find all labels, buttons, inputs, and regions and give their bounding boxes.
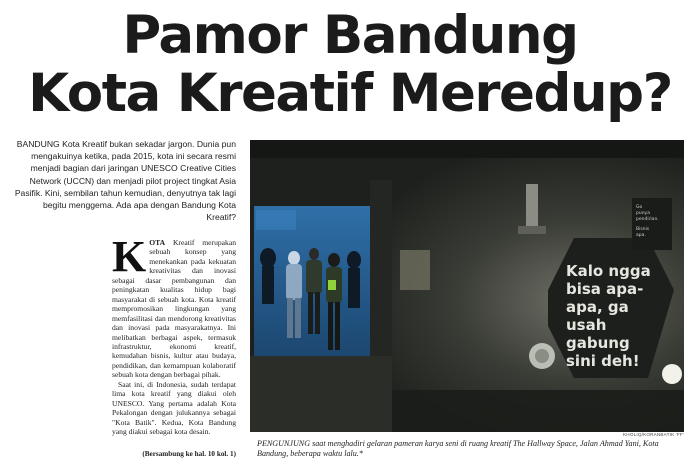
photo-caption: PENGUNJUNG saat menghadiri gelaran pameran karya seni di ruang kreatif The Hallway Space, Jalan Ahmad Yani, Kota Bandung, beberapa waktu lalu.* [257,439,659,458]
drop-cap: K [112,232,147,281]
svg-text:gabung: gabung [566,334,630,352]
lede-paragraph [14,138,236,223]
svg-text:usah: usah [566,316,607,334]
photo-credit: KHOLIQ/KORANBATIK 'FF' [623,432,684,437]
photo-lower-wall [392,390,684,432]
photo-wall-poster [400,250,430,290]
svg-text:sini deh!: sini deh! [566,352,640,370]
photo-wall-light-right [662,364,682,384]
photo-floor [250,356,392,432]
lede-text: BANDUNG Kota Kreatif bukan sekadar jargon. Dunia pun mengakuinya ketika, pada 2015, kota ini secara resmi menjadi bagian dari jaringan UNESCO Creative Cities Network (UCCN) dan menjadi pilot project tingkat Asia Pasifik. Kini, sembilan tahun kemudian, denyutnya tak lagi begitu menggema. Ada apa dengan Bandung Kota Kreatif? [14,139,236,223]
photo-ceiling [250,140,684,158]
svg-text:bisa apa-: bisa apa- [566,280,644,298]
headline-line-1: Pamor Bandung [122,5,578,66]
svg-text:Bisnis: Bisnis [636,227,650,232]
photo-light-fixture [526,184,538,228]
photo-light-base [518,226,546,234]
headline-line-2: Kota Kreatif Meredup? [28,63,672,124]
photo-wall-light-left-core [535,349,549,363]
continued-note: (Bersambung ke hal. 10 kol. 1) [142,450,236,458]
article-photo [250,140,684,432]
photo-illustration [250,140,684,432]
paragraph-1-text: Kreatif merupakan sebuah konsep yang menekankan pada kekuatan kreativitas dan inovasi sebagai dasar pembangunan dan peningkatan kualitas hidup bagi masyarakat di sebuah kota. Kota kreatif mempromosikan lingkungan yang memfasilitasi dan mendorong kreativitas dan inovasi pada masyarakatnya. Ini melibatkan berbagai aspek, termasuk infrastruktur, ekonomi kreatif, kemudahan bisnis, kultur atau budaya, pendidikan, dan kemampuan kolaboratif sebuah kota dengan berbagai pihak. [112,238,236,380]
svg-text:Go: Go [636,205,643,210]
svg-text:punya: punya [636,211,650,216]
svg-text:apa, ga: apa, ga [566,298,629,316]
svg-text:apa.: apa. [636,233,646,238]
svg-text:Kalo ngga: Kalo ngga [566,262,651,280]
lead-word: OTA [149,238,166,247]
svg-text:pendirian.: pendirian. [636,217,659,222]
article-body [112,232,236,437]
article-paragraph-2: Saat ini, di Indonesia, sudah terdapat lima kota kreatif yang diakui oleh UNESCO. Yang pertama adalah Kota Pekalongan dengan julukannya sebagai "Kota Batik". Kedua, Kota Bandung yang diakui sebagai kota desain. [112,379,236,437]
photo-window [256,210,296,230]
article-paragraph-1 [112,232,236,380]
